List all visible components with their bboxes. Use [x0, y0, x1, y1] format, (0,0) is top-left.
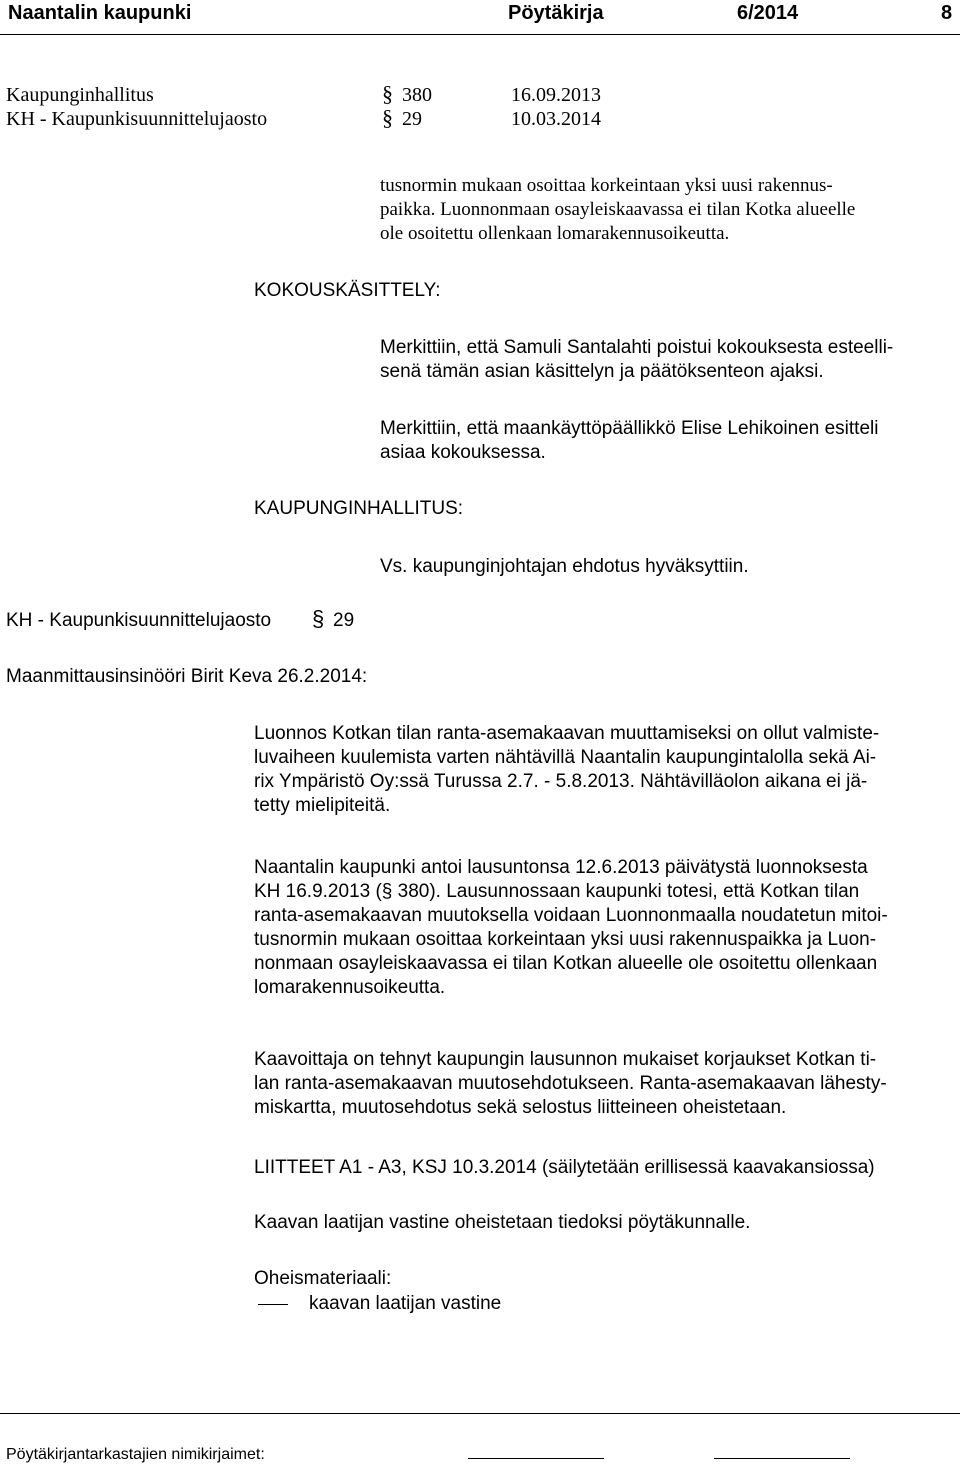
- issue-number: 6/2014: [737, 2, 799, 24]
- ref-body: KH - Kaupunkisuunnittelujaosto: [6, 108, 268, 130]
- ref-date: 10.03.2014: [511, 108, 601, 130]
- kaupunginhallitus-label: KAUPUNGINHALLITUS:: [254, 498, 464, 519]
- preparer-line: Maanmittausinsinööri Birit Keva 26.2.2014:: [6, 666, 368, 687]
- paragraph: Kaavoittaja on tehnyt kaupungin lausunnon mukaiset korjaukset Kotkan ti- lan ranta-asemakaavan muutosehdotukseen. Ranta-asemakaavan lähesty- miskartta, muutosehdotus sekä selostus liitteineen oheistetaan.: [254, 1049, 887, 1118]
- section-symbol: §: [382, 105, 393, 130]
- ref-date: 16.09.2013: [511, 84, 601, 106]
- paragraph: Luonnos Kotkan tilan ranta-asemakaavan muuttamiseksi on ollut valmiste- luvaiheen kuulemista varten nähtävillä Naantalin kaupungintalolla sekä Ai- rix Ympäristö Oy:ssä Turussa 2.7. - 5.8.2013. Nähtävilläolon aikana ei jä- tetty mielipiteitä.: [254, 723, 880, 816]
- attachments-line: LIITTEET A1 - A3, KSJ 10.3.2014 (säilytetään erillisessä kaavakansiossa): [254, 1157, 875, 1178]
- footer-label: Pöytäkirjantarkastajien nimikirjaimet:: [6, 1446, 265, 1463]
- oheismateriaali-item: kaavan laatijan vastine: [309, 1293, 502, 1314]
- kh-section-number: 29: [333, 610, 355, 631]
- bullet-dash-icon: [258, 1304, 288, 1305]
- signature-line: [468, 1458, 604, 1459]
- kokouskasittely-label: KOKOUSKÄSITTELY:: [254, 280, 441, 301]
- org-name: Naantalin kaupunki: [8, 2, 192, 24]
- ref-body: Kaupunginhallitus: [6, 84, 154, 106]
- footer-rule: [0, 1413, 960, 1414]
- continuation-text: tusnormin mukaan osoittaa korkeintaan yksi uusi rakennus- paikka. Luonnonmaan osayleiskaavassa ei tilan Kotka alueelle ole osoitettu ollenkaan lomarakennusoikeutta.: [380, 175, 856, 244]
- page-number: 8: [941, 2, 953, 24]
- kh-section-body: KH - Kaupunkisuunnittelujaosto: [6, 610, 272, 631]
- oheismateriaali-label: Oheismateriaali:: [254, 1268, 392, 1289]
- paragraph: Kaavan laatijan vastine oheistetaan tiedoksi pöytäkunnalle.: [254, 1212, 751, 1233]
- ref-number: 29: [402, 108, 422, 130]
- doc-type: Pöytäkirja: [508, 2, 604, 24]
- section-symbol: §: [382, 81, 393, 106]
- ref-number: 380: [402, 84, 432, 106]
- signature-line: [714, 1458, 850, 1459]
- header-rule: [0, 34, 960, 35]
- decision-text: Vs. kaupunginjohtajan ehdotus hyväksyttiin.: [380, 556, 749, 577]
- paragraph: Naantalin kaupunki antoi lausuntonsa 12.6.2013 päivätystä luonnoksesta KH 16.9.2013 (§ 380). Lausunnossaan kaupunki totesi, että Kotkan tilan ranta-asemakaavan muutoksella voidaan Luonnonmaalla noudatetun mitoi- tusnormin mukaan osoittaa korkeintaan yksi uusi rakennuspaikka ja Luon- nonmaan osayleiskaavassa ei tilan Kotkan alueelle ole osoitettu ollenkaan lomarakennusoikeutta.: [254, 857, 888, 998]
- section-symbol: §: [312, 606, 325, 631]
- kokouskasittely-note-1: Merkittiin, että Samuli Santalahti poistui kokouksesta esteelli- senä tämän asian käsittelyn ja päätöksenteon ajaksi.: [380, 337, 894, 382]
- kokouskasittely-note-2: Merkittiin, että maankäyttöpäällikkö Elise Lehikoinen esitteli asiaa kokouksessa.: [380, 418, 879, 463]
